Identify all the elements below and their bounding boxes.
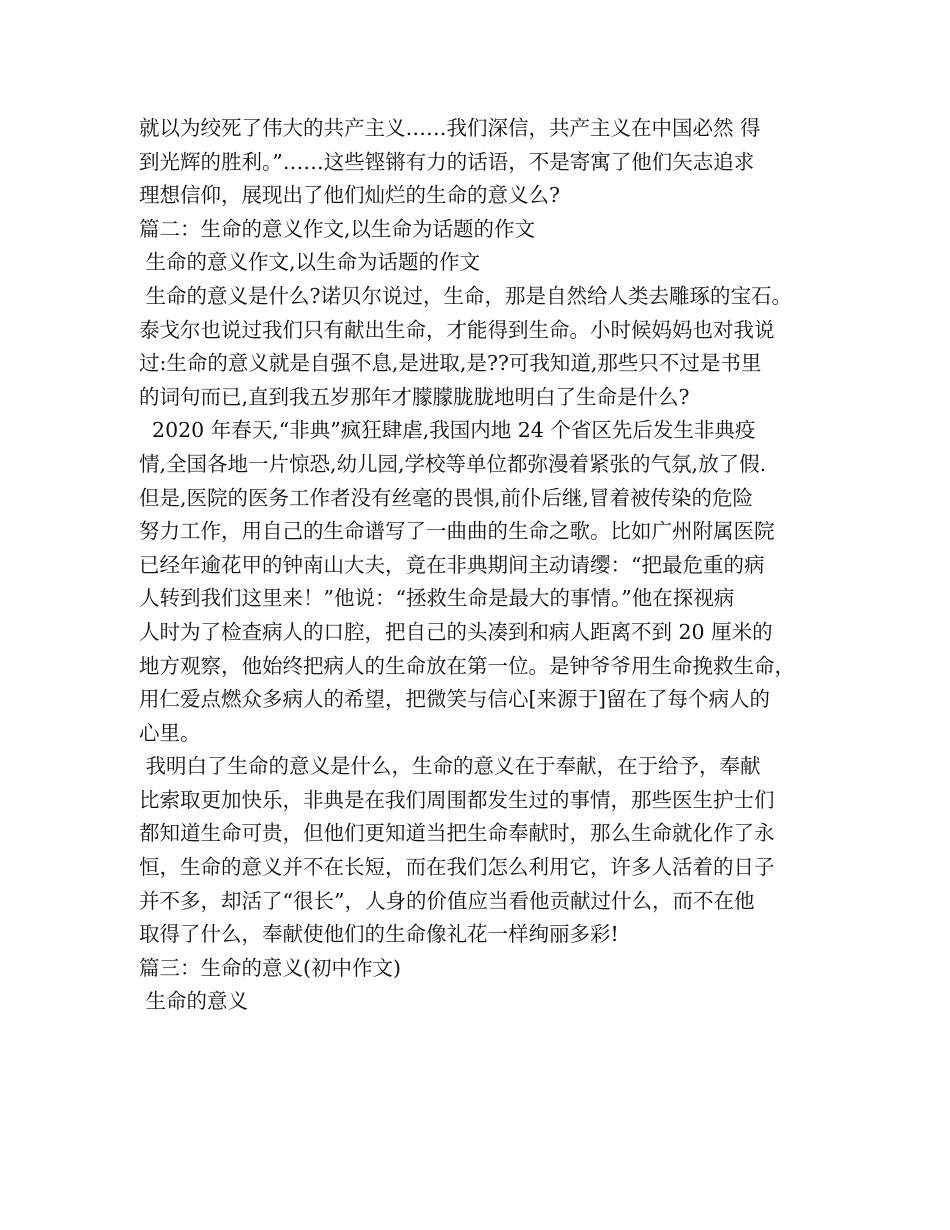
article-title: 生命的意义作文,以生命为话题的作文 [139, 250, 481, 275]
text-line: 的词句而已,直到我五岁那年才朦朦胧胧地明白了生命是什么? [139, 384, 690, 409]
text-line: 心里。 [139, 720, 201, 745]
text-line: 地方观察，他始终把病人的生命放在第一位。是钟爷爷用生命挽救生命， [139, 653, 795, 678]
text-line: 过:生命的意义就是自强不息,是进取,是??可我知道,那些只不过是书里 [139, 351, 762, 376]
text-line: 已经年逾花甲的钟南山大夫，竟在非典期间主动请缨：“把最危重的病 [139, 552, 765, 577]
text-line: 理想信仰，展现出了他们灿烂的生命的意义么? [139, 183, 560, 208]
text-line: 生命的意义是什么?诺贝尔说过，生命，那是自然给人类去雕琢的宝石。 [139, 283, 793, 308]
text-line: 我明白了生命的意义是什么，生命的意义在于奉献，在于给予，奉献 [139, 754, 761, 779]
text-line: 情,全国各地一片惊恐,幼儿园,学校等单位都弥漫着紧张的气氛,放了假. [139, 451, 767, 476]
text-line: 泰戈尔也说过我们只有献出生命，才能得到生命。小时候妈妈也对我说 [139, 317, 775, 342]
text-line: 都知道生命可贵，但他们更知道当把生命奉献时，那么生命就化作了永 [139, 821, 775, 846]
article-title: 生命的意义 [139, 989, 249, 1014]
section-heading: 篇二：生命的意义作文,以生命为话题的作文 [139, 216, 536, 241]
text-line: 恒，生命的意义并不在长短，而在我们怎么利用它，许多人活着的日子 [139, 855, 775, 880]
text-line: 到光辉的胜利。”……这些铿锵有力的话语，不是寄寓了他们矢志追求 [139, 149, 755, 174]
document-body [139, 112, 829, 1019]
text-line: 人时为了检查病人的口腔，把自己的头凑到和病人距离不到 20 厘米的 [139, 619, 773, 644]
text-line: 但是,医院的医务工作者没有丝毫的畏惧,前仆后继,冒着被传染的危险 [139, 485, 754, 510]
section-heading: 篇三：生命的意义(初中作文) [139, 955, 401, 980]
text-line: 努力工作，用自己的生命谱写了一曲曲的生命之歌。比如广州附属医院 [139, 519, 775, 544]
text-line: 人转到我们这里来！”他说：“拯救生命是最大的事情。”他在探视病 [139, 586, 735, 611]
text-line: 2020 年春天,“非典”疯狂肆虐,我国内地 24 个省区先后发生非典疫 [139, 418, 756, 443]
text-line: 并不多，却活了“很长”，人身的价值应当看他贡献过什么，而不在他 [139, 888, 755, 913]
text-line: 比索取更加快乐，非典是在我们周围都发生过的事情，那些医生护士们 [139, 787, 775, 812]
text-line: 用仁爱点燃众多病人的希望，把微笑与信心[来源于]留在了每个病人的 [139, 687, 770, 712]
text-line: 取得了什么，奉献使他们的生命像礼花一样绚丽多彩! [139, 922, 619, 947]
text-line: 就以为绞死了伟大的共产主义……我们深信，共产主义在中国必然 得 [139, 116, 761, 140]
